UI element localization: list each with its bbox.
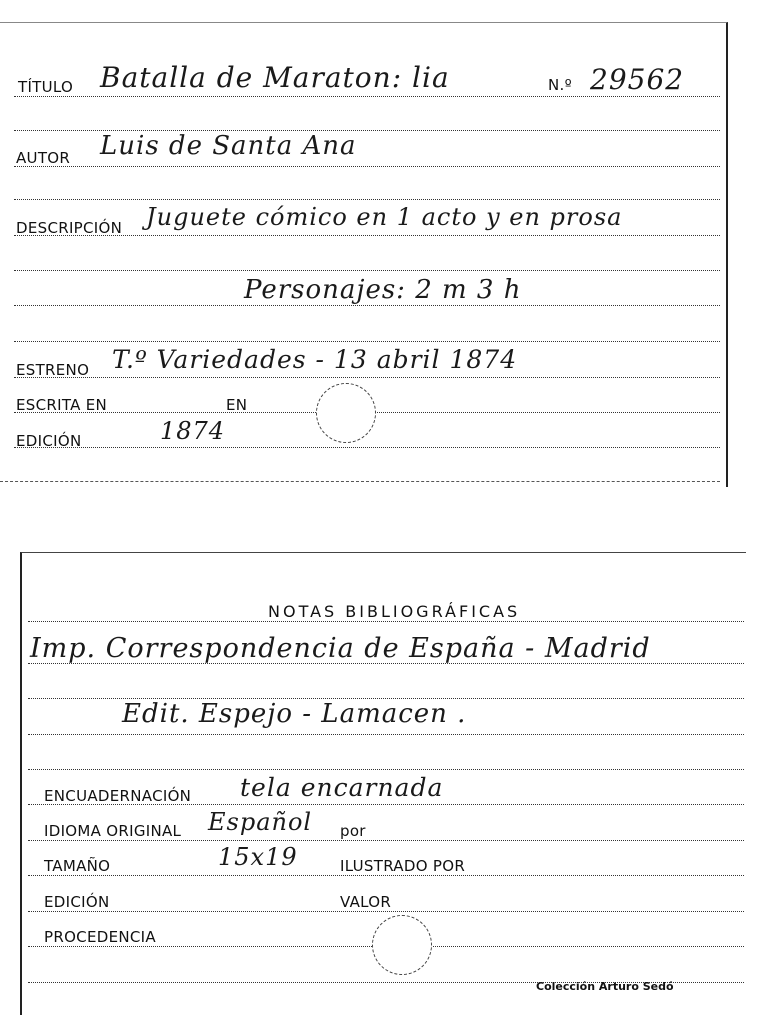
edicion-value: 1874 xyxy=(160,417,226,445)
tamano-label: TAMAÑO xyxy=(44,857,111,875)
rule-line xyxy=(14,377,720,378)
note-line-2: Edit. Espejo - Lamacen . xyxy=(122,699,467,729)
rule-line xyxy=(0,481,720,482)
rule-line xyxy=(14,447,720,448)
catalog-card-back xyxy=(20,552,746,1015)
tamano-value: 15x19 xyxy=(218,843,298,871)
estreno-value: T.º Variedades - 13 abril 1874 xyxy=(112,345,518,374)
procedencia-label: PROCEDENCIA xyxy=(44,928,156,946)
notas-heading: NOTAS BIBLIOGRÁFICAS xyxy=(268,602,521,621)
rule-line xyxy=(28,769,744,770)
por-label: por xyxy=(340,822,366,840)
idioma-original-value: Español xyxy=(208,808,313,836)
edicion-label: EDICIÓN xyxy=(16,432,82,450)
punch-hole xyxy=(316,383,376,443)
collection-credit: Colección Arturo Sedó xyxy=(536,980,674,993)
valor-label: VALOR xyxy=(340,893,392,911)
catalog-card-front xyxy=(0,22,728,487)
rule-line xyxy=(14,270,720,271)
rule-line xyxy=(28,840,744,841)
numero-label: N.º xyxy=(548,76,572,94)
numero-value: 29562 xyxy=(590,63,685,96)
rule-line xyxy=(14,96,720,97)
edicion-label: EDICIÓN xyxy=(44,893,110,911)
rule-line xyxy=(14,341,720,342)
encuadernacion-label: ENCUADERNACIÓN xyxy=(44,787,192,805)
rule-line xyxy=(28,734,744,735)
rule-line xyxy=(28,621,744,622)
rule-line xyxy=(14,305,720,306)
rule-line xyxy=(28,911,744,912)
punch-hole xyxy=(372,915,432,975)
autor-value: Luis de Santa Ana xyxy=(100,131,357,161)
autor-label: AUTOR xyxy=(16,149,71,167)
escrita-en-label: ESCRITA EN xyxy=(16,396,108,414)
rule-line xyxy=(14,199,720,200)
en-label: EN xyxy=(226,396,248,414)
encuadernacion-value: tela encarnada xyxy=(240,773,444,802)
descripcion-label: DESCRIPCIÓN xyxy=(16,219,123,237)
estreno-label: ESTRENO xyxy=(16,361,90,379)
titulo-label: TÍTULO xyxy=(18,78,74,96)
idioma-original-label: IDIOMA ORIGINAL xyxy=(44,822,182,840)
descripcion-value: Juguete cómico en 1 acto y en prosa xyxy=(146,203,623,231)
note-line-1: Imp. Correspondencia de España - Madrid xyxy=(30,633,651,664)
ilustrado-por-label: ILUSTRADO POR xyxy=(340,857,466,875)
titulo-value: Batalla de Maraton: lia xyxy=(100,61,450,94)
rule-line xyxy=(28,875,744,876)
rule-line xyxy=(14,166,720,167)
personajes-value: Personajes: 2 m 3 h xyxy=(244,275,522,305)
